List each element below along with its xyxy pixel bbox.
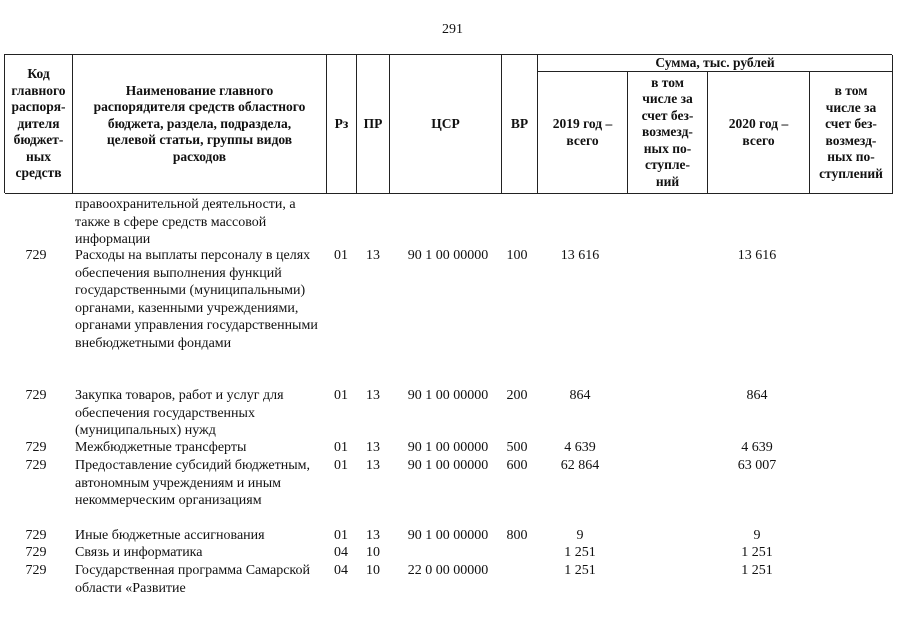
name-cell: Предоставление субсидий бюджетным, автономным учреждениям и иным некоммерческим организациям [75, 458, 311, 508]
header-csr: ЦСР [390, 55, 502, 194]
pr-cell: 10 [366, 563, 380, 578]
sum-2020-cell: 63 007 [737, 458, 777, 473]
header-vr: ВР [502, 55, 538, 194]
pr-cell: 13 [366, 388, 380, 403]
rz-cell: 01 [334, 458, 348, 473]
header-name: Наименование главного распорядителя средств областного бюджета, раздела, подраздела, целевой статьи, группы видов расходов [73, 55, 327, 194]
code-cell: 729 [25, 563, 47, 578]
vr-cell: 500 [506, 440, 528, 455]
sum-2020-cell: 864 [746, 388, 768, 403]
sum-2019-cell: 1 251 [564, 545, 596, 560]
header-rz: Рз [327, 55, 357, 194]
pr-cell: 13 [366, 528, 380, 543]
rz-cell: 04 [334, 545, 348, 560]
code-cell: 729 [25, 528, 47, 543]
code-cell: 729 [25, 248, 47, 263]
table-header [4, 54, 892, 193]
code-cell: 729 [25, 458, 47, 473]
rz-cell: 01 [334, 528, 348, 543]
name-cell: Закупка товаров, работ и услуг для обеспечения государственных (муниципальных) нужд [75, 388, 284, 438]
code-cell: 729 [25, 388, 47, 403]
name-cell: Межбюджетные трансферты [75, 440, 247, 455]
pr-cell: 13 [366, 248, 380, 263]
sum-2019-cell: 4 639 [564, 440, 596, 455]
header-2019-total: 2019 год – всего [538, 72, 628, 194]
pr-cell: 13 [366, 440, 380, 455]
sum-2020-cell: 13 616 [737, 248, 777, 263]
rz-cell: 01 [334, 440, 348, 455]
vr-cell: 600 [506, 458, 528, 473]
header-2020-incl: в том числе за счет без-возмезд-ных по-ступлений [810, 72, 893, 194]
sum-2019-cell: 62 864 [560, 458, 600, 473]
header-pr: ПР [357, 55, 390, 194]
header-2019-incl: в том числе за счет без-возмезд-ных по-ступле-ний [628, 72, 708, 194]
sum-2019-cell: 9 [576, 528, 584, 543]
csr-cell: 90 1 00 00000 [407, 440, 489, 455]
name-cell: Государственная программа Самарской области «Развитие [75, 563, 311, 596]
sum-2019-cell: 864 [569, 388, 591, 403]
vr-cell: 800 [506, 528, 528, 543]
vr-cell: 100 [506, 248, 528, 263]
csr-cell: 90 1 00 00000 [407, 248, 489, 263]
header-code: Код главного распоря-дителя бюджет-ных средств [5, 55, 73, 194]
code-cell: 729 [25, 545, 47, 560]
rz-cell: 01 [334, 248, 348, 263]
name-cell: Связь и информатика [75, 545, 203, 560]
header-2020-total: 2020 год – всего [708, 72, 810, 194]
continuation-text: правоохранительной деятельности, а также в сфере средств массовой информации [75, 197, 296, 247]
pr-cell: 10 [366, 545, 380, 560]
name-cell: Расходы на выплаты персоналу в целях обеспечения выполнения функций государственными (муниципальными) органами, казенными учреждениями, органами управления государственными внебюджетными фондами [75, 248, 318, 351]
rz-cell: 04 [334, 563, 348, 578]
csr-cell: 22 0 00 00000 [407, 563, 489, 578]
code-cell: 729 [25, 440, 47, 455]
sum-2020-cell: 1 251 [741, 563, 773, 578]
sum-2020-cell: 9 [753, 528, 761, 543]
sum-2019-cell: 1 251 [564, 563, 596, 578]
csr-cell: 90 1 00 00000 [407, 458, 489, 473]
csr-cell: 90 1 00 00000 [407, 528, 489, 543]
sum-2020-cell: 1 251 [741, 545, 773, 560]
name-cell: Иные бюджетные ассигнования [75, 528, 265, 543]
pr-cell: 13 [366, 458, 380, 473]
sum-2020-cell: 4 639 [741, 440, 773, 455]
csr-cell: 90 1 00 00000 [407, 388, 489, 403]
rz-cell: 01 [334, 388, 348, 403]
page-number: 291 [442, 22, 463, 37]
sum-2019-cell: 13 616 [560, 248, 600, 263]
header-sum-group: Сумма, тыс. рублей [538, 55, 893, 72]
vr-cell: 200 [506, 388, 528, 403]
